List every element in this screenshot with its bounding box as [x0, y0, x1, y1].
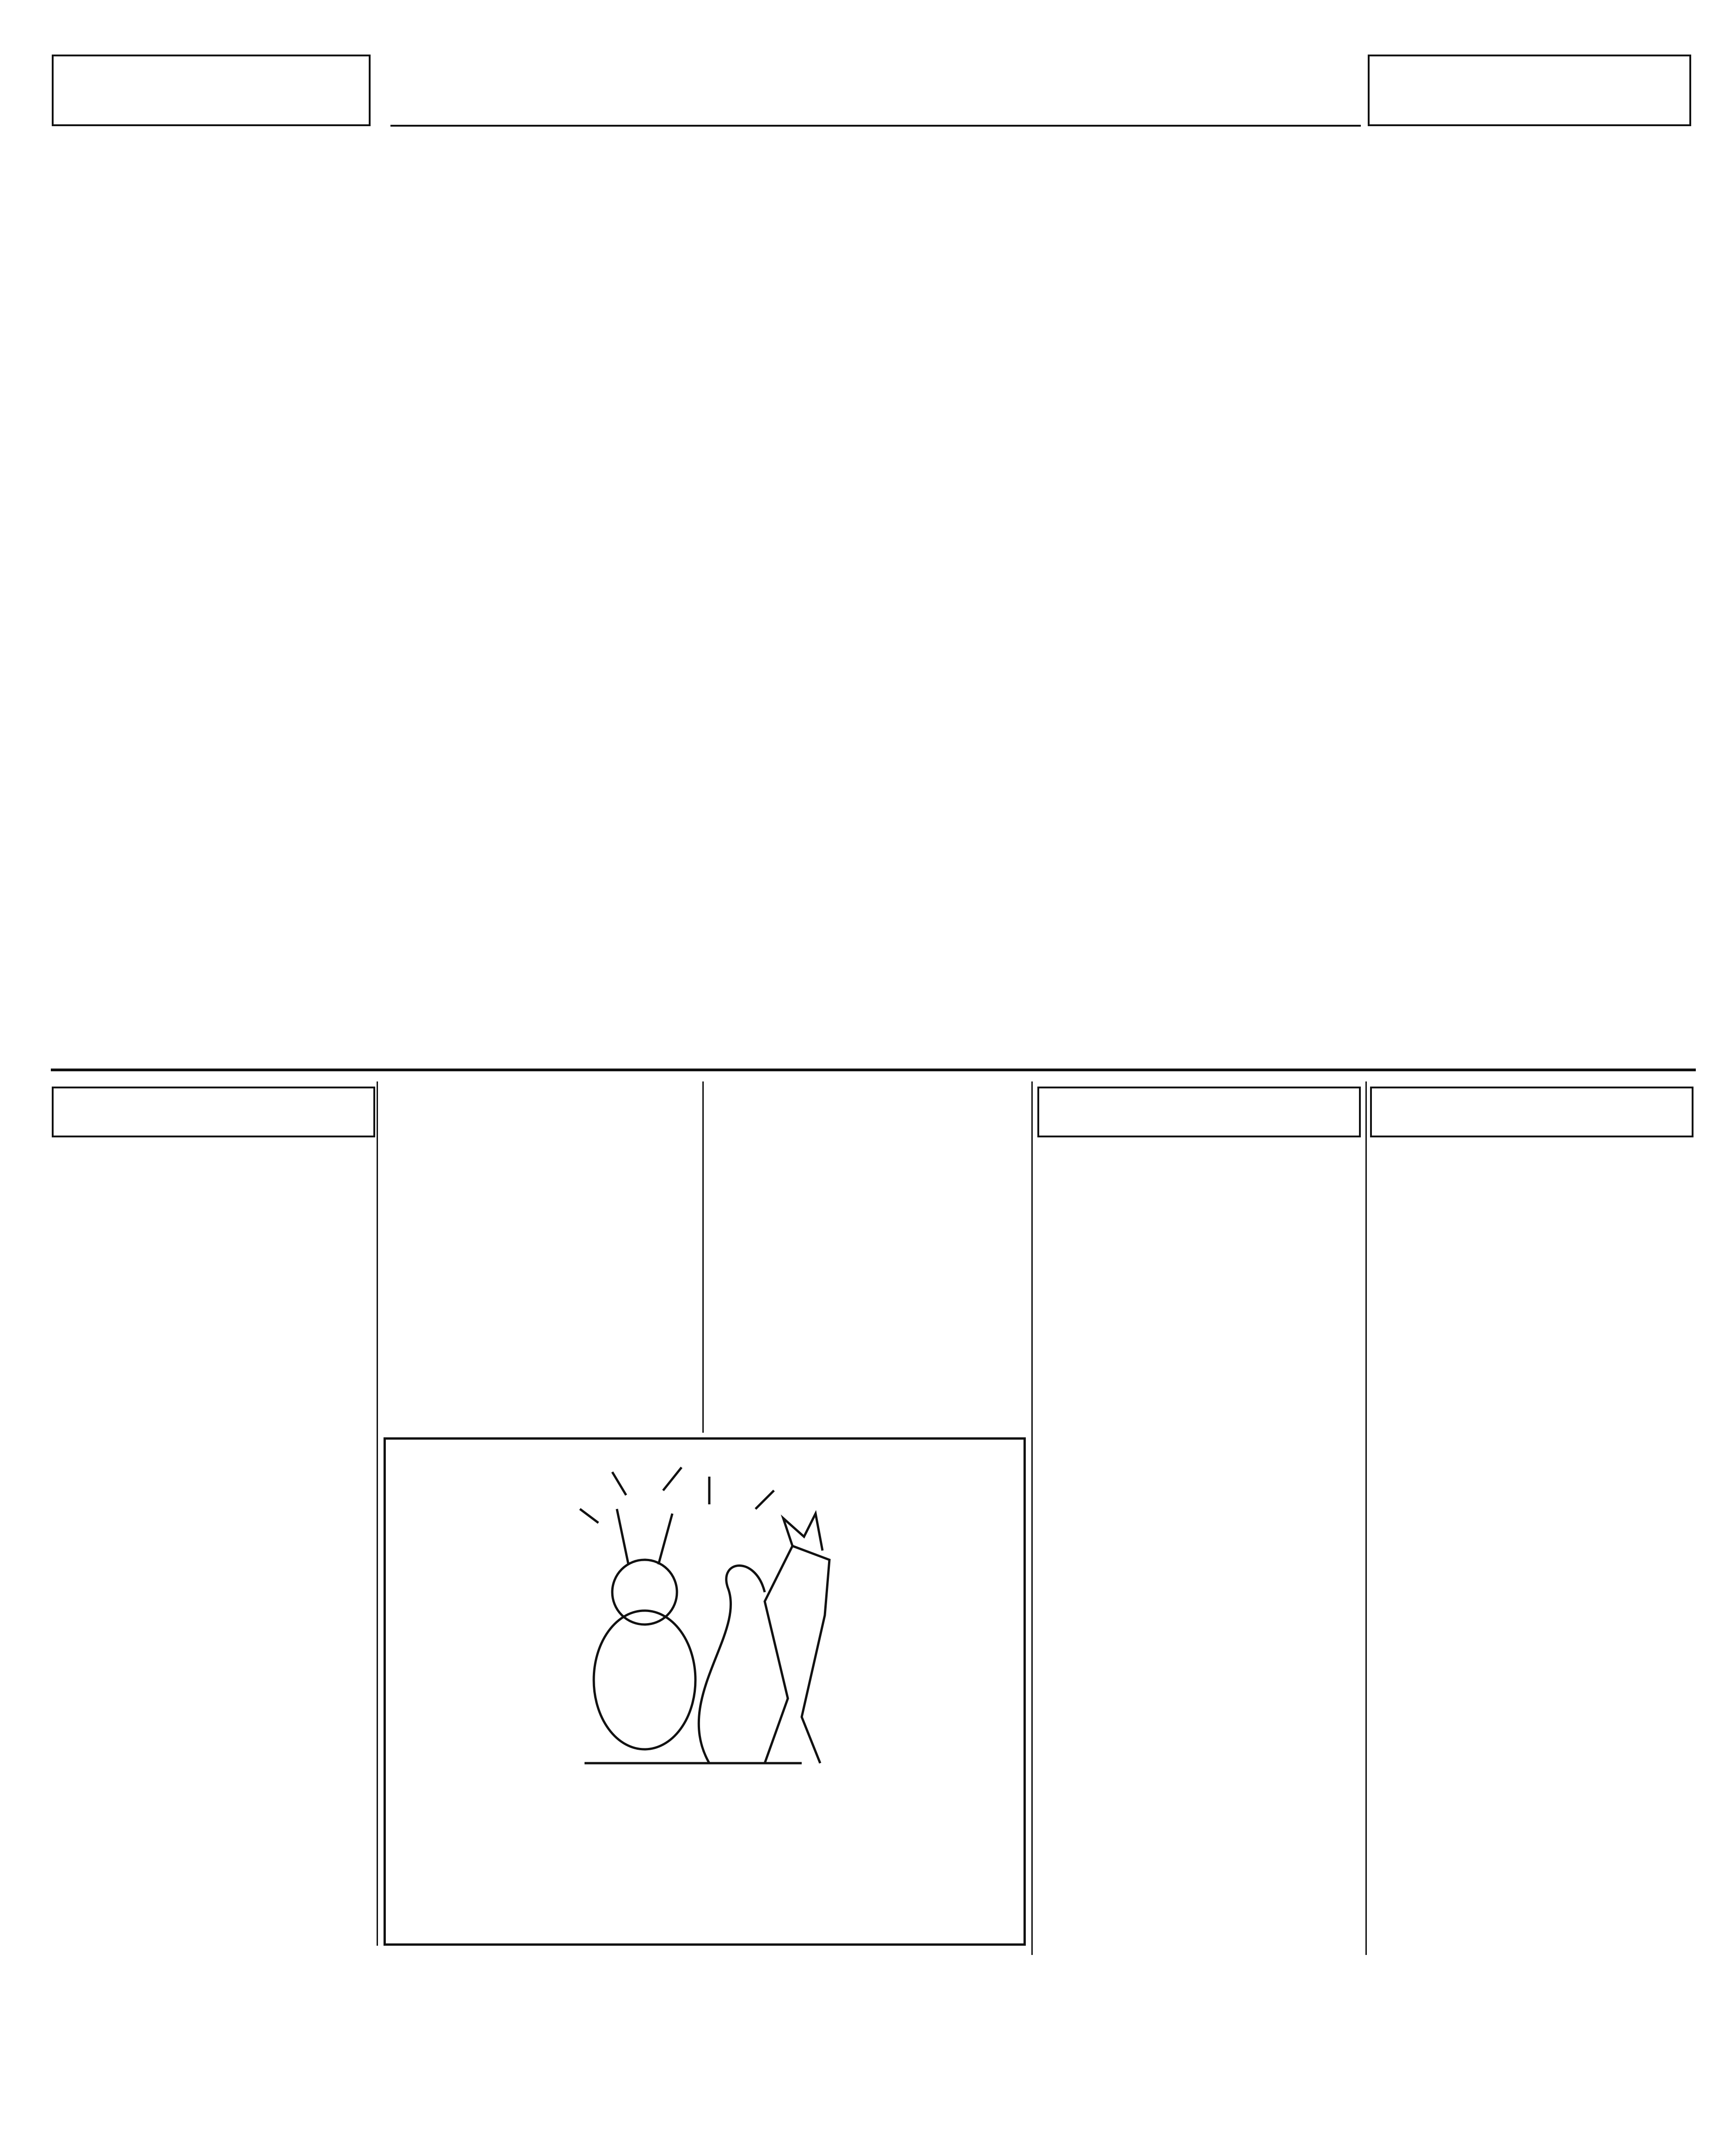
column-rule	[377, 1081, 378, 1946]
station-badge-4yz	[1370, 1087, 1694, 1137]
station-badge-4ya	[52, 1087, 375, 1137]
news-from-london-box	[52, 55, 371, 126]
column-rule	[702, 1081, 704, 1433]
section-divider	[51, 1069, 1696, 1071]
bottom-column-4	[1037, 1084, 1361, 1146]
weather-report-box	[1368, 55, 1691, 126]
bottom-column-1	[52, 1084, 375, 1146]
station-badge-4yo	[1037, 1087, 1361, 1137]
illustration-box	[384, 1437, 1026, 1946]
brer-fox-rabbit-illustration	[386, 1440, 1023, 1800]
title-underline	[390, 125, 1361, 127]
column-rule	[1365, 1081, 1367, 1955]
column-rule	[1031, 1081, 1033, 1955]
bottom-column-5	[1370, 1084, 1694, 1146]
